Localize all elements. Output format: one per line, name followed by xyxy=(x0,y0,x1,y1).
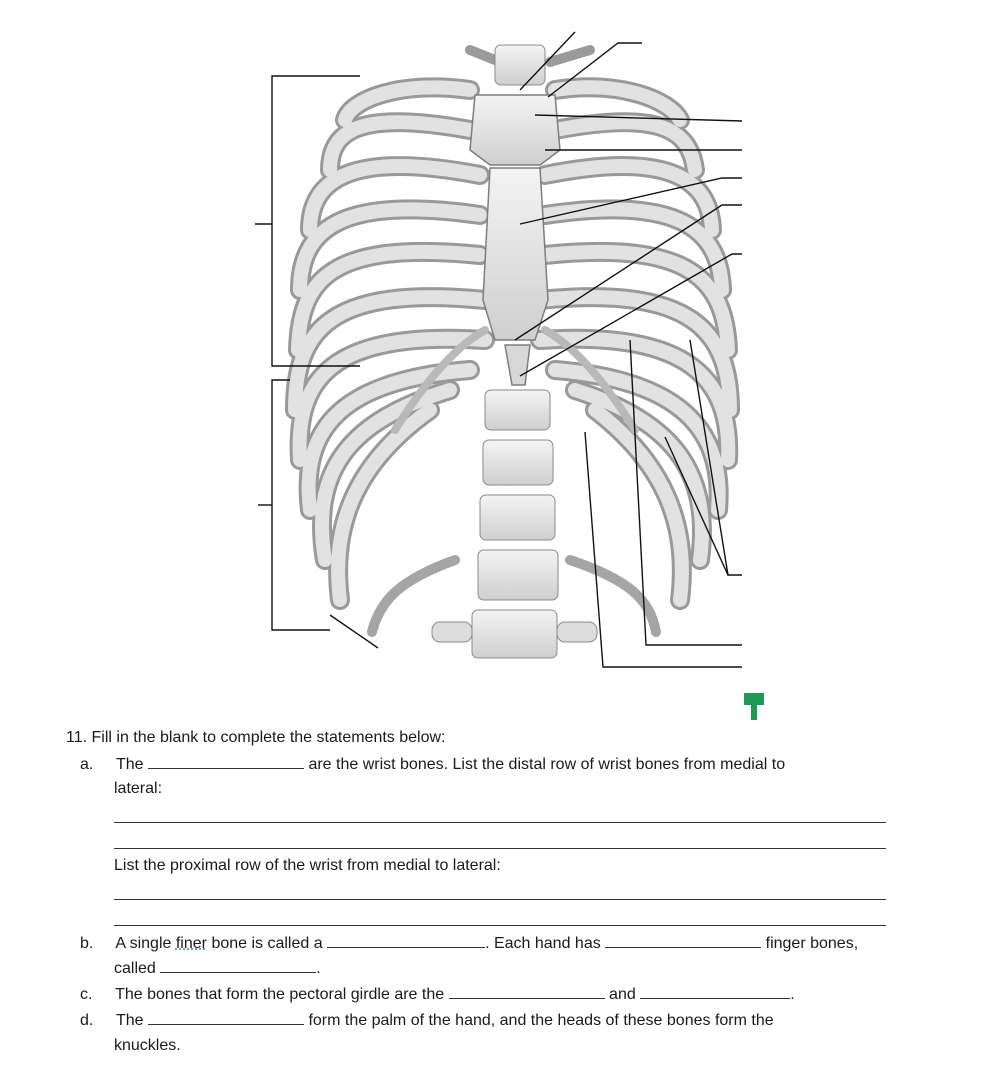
text: form the palm of the hand, and the heads of these bones form the xyxy=(308,1012,774,1029)
text: . xyxy=(316,960,321,977)
item-d-line1 xyxy=(80,1010,774,1031)
item-b-line1 xyxy=(80,933,858,954)
item-letter: a. xyxy=(80,756,94,773)
text: A single xyxy=(115,935,172,952)
answer-blank[interactable] xyxy=(148,754,304,769)
item-b-line2 xyxy=(114,958,321,979)
item-letter: c. xyxy=(80,986,93,1003)
answer-blank[interactable] xyxy=(640,984,790,999)
item-a-line2: lateral: xyxy=(114,780,163,797)
spellcheck-word: finer xyxy=(175,935,207,952)
answer-blank[interactable] xyxy=(327,933,485,948)
bookmark-marker xyxy=(744,693,764,720)
answer-line[interactable] xyxy=(114,899,886,900)
text: bone is called a xyxy=(211,935,323,952)
text: are the wrist bones. List the distal row of wrist bones from medial to xyxy=(308,756,786,773)
text: finger bones, xyxy=(765,935,859,952)
item-c xyxy=(80,984,795,1005)
answer-blank[interactable] xyxy=(160,958,316,973)
text: The xyxy=(115,1012,144,1029)
question-prompt: Fill in the blank to complete the statements below: xyxy=(91,729,446,746)
item-d-line2: knuckles. xyxy=(114,1037,181,1054)
answer-blank[interactable] xyxy=(148,1010,304,1025)
question-heading xyxy=(66,728,445,748)
answer-blank[interactable] xyxy=(449,984,605,999)
text: called xyxy=(114,960,156,977)
item-letter: b. xyxy=(80,935,94,952)
answer-blank[interactable] xyxy=(605,933,761,948)
text: The bones that form the pectoral girdle are the xyxy=(115,986,445,1003)
left-ribs-fill xyxy=(295,87,485,600)
text: . xyxy=(790,986,795,1003)
answer-line[interactable] xyxy=(114,925,886,926)
text: The xyxy=(115,756,144,773)
text: and xyxy=(609,986,636,1003)
proximal-row-prompt: List the proximal row of the wrist from medial to lateral: xyxy=(114,857,501,874)
item-letter: d. xyxy=(80,1012,94,1029)
question-number: 11. xyxy=(66,729,88,746)
answer-line[interactable] xyxy=(114,848,886,849)
answer-line[interactable] xyxy=(114,822,886,823)
text: . Each hand has xyxy=(485,935,601,952)
item-a-line1 xyxy=(80,754,785,775)
